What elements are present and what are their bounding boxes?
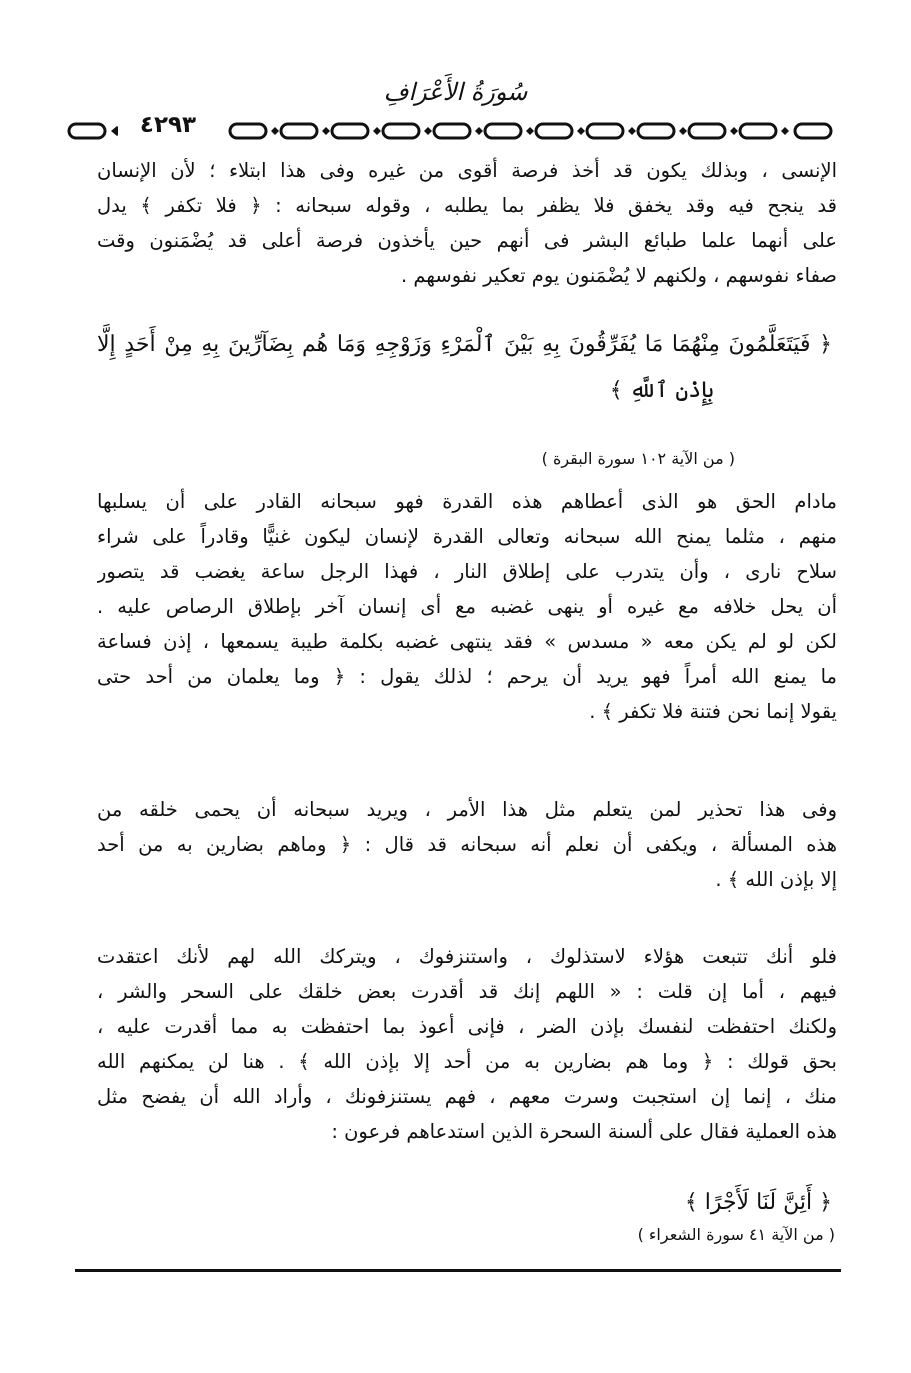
text-line: لكن لو لم يكن معه « مسدس » فقد ينتهى غضبه بكلمة طيبة يسمعها ، إذن فساعة (97, 630, 837, 653)
verse-citation-1: ( من الآية ١٠٢ سورة البقرة ) (541, 449, 735, 468)
verse-line: ﴿ فَيَتَعَلَّمُونَ مِنْهُمَا مَا يُفَرِّقُونَ بِهِ بَيْنَ ٱلْمَرْءِ وَزَوْجِهِ وَمَا هُم بِضَآرِّينَ بِهِ مِنْ أَحَدٍ إِلَّا (97, 332, 832, 357)
footer-rule (75, 1269, 841, 1272)
verse-line: بِإِذْنِ ٱللَّهِ ﴾ (609, 378, 714, 403)
text-line: أن يحل خلافه مع غيره أو ينهى غضبه مع أى إنسان آخر بإطلاق الرصاص عليه . (97, 595, 837, 618)
paragraph-1 (97, 153, 837, 293)
text-line: على أنهما علما طبائع البشر فى أنهم حين يأخذون فرصة أعلى قد يُضْمَنون وقت (97, 229, 837, 252)
text-line: ما يمنع الله أمراً فهو يريد أن يرحم ؛ لذلك يقول : ﴿ وما يعلمان من أحد حتى (97, 665, 837, 688)
paragraph-3 (97, 792, 837, 897)
text-line: بحق قولك : ﴿ وما هم بضارين به من أحد إلا بإذن الله ﴾ . هنا لن يمكنهم الله (97, 1050, 837, 1073)
text-line: الإنسى ، وبذلك يكون قد أخذ فرصة أقوى من غيره وفى هذا ابتلاء ؛ لأن الإنسان (97, 159, 837, 182)
quran-verse-2 (560, 1180, 832, 1226)
text-line: ولكنك احتفظت لنفسك بإذن الضر ، فإنى أعوذ بما احتفظت به مما أقدرت عليه ، (97, 1015, 837, 1038)
quran-verse-1 (97, 322, 832, 414)
text-line: مادام الحق هو الذى أعطاهم هذه القدرة فهو سبحانه القادر على أن يسلبها (97, 490, 837, 513)
text-line: إلا بإذن الله ﴾ . (715, 868, 837, 891)
text-line: هذه العملية فقال على ألسنة السحرة الذين استدعاهم فرعون : (331, 1120, 837, 1143)
text-line: فيهم ، أما إن قلت : « اللهم إنك قد أقدرت بعض خلقك على السحر والشر ، (97, 980, 837, 1003)
text-line: منك ، إنما إن استجبت وسرت معهم ، فهم يستنزفونك ، وأراد الله أن يفضح مثل (97, 1085, 837, 1108)
verse-line: ﴿ أَئِنَّ لَنَا لَأَجْرًا ﴾ (684, 1190, 832, 1215)
paragraph-4 (97, 939, 837, 1149)
text-line: سلاح نارى ، وأن يتدرب على إطلاق النار ، فهذا الرجل ساعة يغضب قد يتصور (97, 560, 837, 583)
text-line: يقولا إنما نحن فتنة فلا تكفر ﴾ . (589, 700, 837, 723)
page-number: ٤٢٩٣ (118, 112, 218, 138)
paragraph-2 (97, 484, 837, 729)
text-line: صفاء نفوسهم ، ولكنهم لا يُضْمَنون يوم تعكير نفوسهم . (401, 264, 837, 287)
text-line: وفى هذا تحذير لمن يتعلم مثل هذا الأمر ، ويريد سبحانه أن يحمى خلقه من (97, 798, 837, 821)
text-line: منهم ، مثلما يمنح الله سبحانه وتعالى القدرة لإنسان ليكون غنيًّا وقادراً على شراء (97, 525, 837, 548)
text-line: هذه المسألة ، ويكفى أن نعلم أنه سبحانه قد قال : ﴿ وماهم بضارين به من أحد (97, 833, 837, 856)
text-line: فلو أنك تتبعت هؤلاء لاستذلوك ، واستنزفوك ، ويتركك الله لهم لأنك اعتقدت (97, 945, 837, 968)
text-line: قد ينجح فيه وقد يخفق فلا يظفر بما يطلبه ، وقوله سبحانه : ﴿ فلا تكفر ﴾ يدل (97, 194, 837, 217)
verse-citation-2: ( من الآية ٤١ سورة الشعراء ) (637, 1225, 835, 1244)
surah-title: سُورَةُ الأَعْرَافِ (383, 78, 528, 106)
